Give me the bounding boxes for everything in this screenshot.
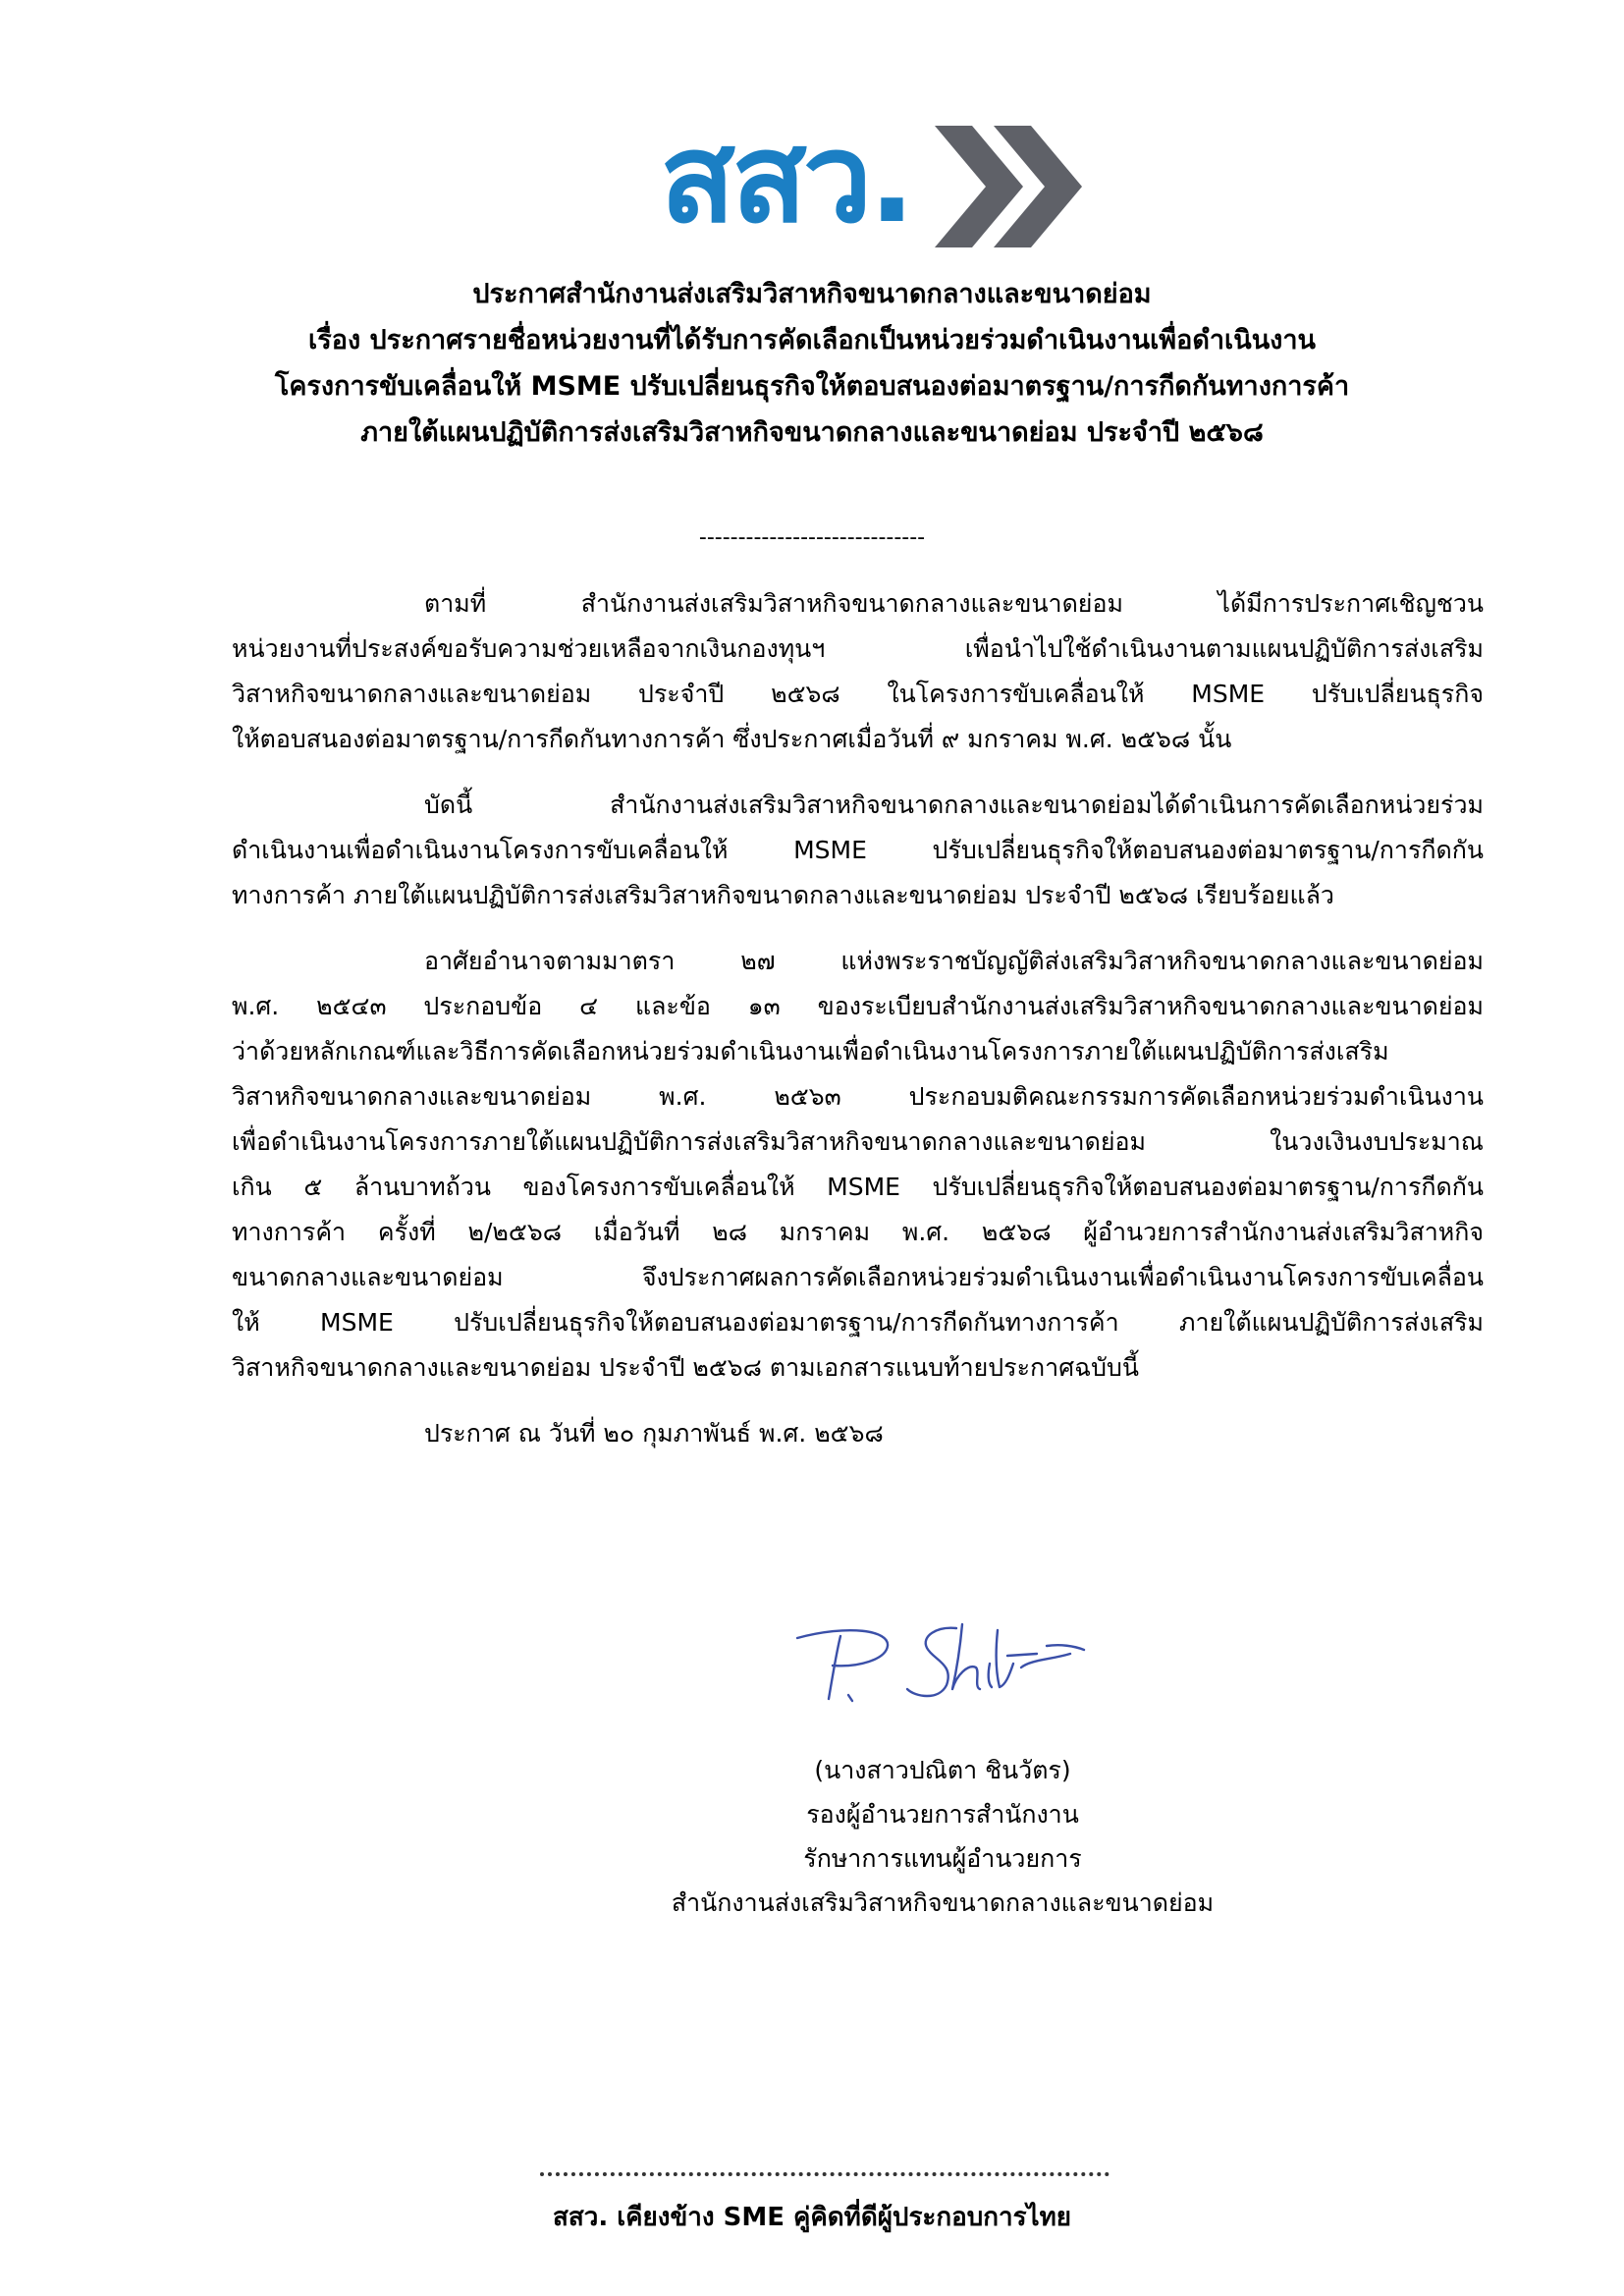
announcement-date: ประกาศ ณ วันที่ ๒๐ กุมภาพันธ์ พ.ศ. ๒๕๖๘	[424, 1419, 884, 1448]
paragraph-3	[232, 939, 1484, 1391]
logo-wordmark: สสว.	[660, 106, 912, 250]
paragraph-line: พ.ศ. ๒๕๔๓ ประกอบข้อ ๔ และข้อ ๑๓ ของระเบียบสำนักงานส่งเสริมวิสาหกิจขนาดกลางและขนาดย่อม	[232, 992, 1484, 1020]
organization-logo	[660, 106, 1092, 253]
title-line-4: ภายใต้แผนปฏิบัติการส่งเสริมวิสาหกิจขนาดกลางและขนาดย่อม ประจำปี ๒๕๖๘	[360, 417, 1264, 448]
paragraph-line: ทางการค้า ภายใต้แผนปฏิบัติการส่งเสริมวิสาหกิจขนาดกลางและขนาดย่อม ประจำปี ๒๕๖๘ เรียบร้อยแล้ว	[232, 881, 1334, 909]
paragraph-line: ตามที่ สำนักงานส่งเสริมวิสาหกิจขนาดกลางและขนาดย่อม ได้มีการประกาศเชิญชวน	[424, 589, 1484, 618]
handwritten-signature	[789, 1616, 1113, 1711]
title-line-2: เรื่อง ประกาศรายชื่อหน่วยงานที่ได้รับการคัดเลือกเป็นหน่วยร่วมดำเนินงานเพื่อดำเนินงาน	[308, 325, 1316, 355]
paragraph-line: หน่วยงานที่ประสงค์ขอรับความช่วยเหลือจากเงินกองทุนฯ เพื่อนำไปใช้ดำเนินงานตามแผนปฏิบัติการส่งเสริม	[232, 634, 1484, 663]
title-line-3: โครงการขับเคลื่อนให้ MSME ปรับเปลี่ยนธุรกิจให้ตอบสนองต่อมาตรฐาน/การกีดกันทางการค้า	[274, 371, 1350, 402]
double-chevron-right-icon	[933, 124, 1088, 249]
paragraph-line: เกิน ๕ ล้านบาทถ้วน ของโครงการขับเคลื่อนให้ MSME ปรับเปลี่ยนธุรกิจให้ตอบสนองต่อมาตรฐาน/การกีดกัน	[232, 1173, 1484, 1201]
paragraph-line: ทางการค้า ครั้งที่ ๒/๒๕๖๘ เมื่อวันที่ ๒๘ มกราคม พ.ศ. ๒๕๖๘ ผู้อำนวยการสำนักงานส่งเสริมวิสาหกิจ	[232, 1218, 1484, 1246]
paragraph-line: ขนาดกลางและขนาดย่อม จึงประกาศผลการคัดเลือกหน่วยร่วมดำเนินงานเพื่อดำเนินงานโครงการขับเคลื่อน	[232, 1263, 1484, 1291]
paragraph-2	[232, 783, 1484, 918]
signer-position-2: รักษาการแทนผู้อำนวยการ	[803, 1844, 1082, 1873]
signer-block	[550, 1748, 1335, 1925]
paragraph-line: วิสาหกิจขนาดกลางและขนาดย่อม พ.ศ. ๒๕๖๓ ประกอบมติคณะกรรมการคัดเลือกหน่วยร่วมดำเนินงาน	[232, 1082, 1484, 1111]
footer-slogan: สสว. เคียงข้าง SME คู่คิดที่ดีผู้ประกอบการไทย	[553, 2203, 1071, 2232]
paragraph-line: เพื่อดำเนินงานโครงการภายใต้แผนปฏิบัติการส่งเสริมวิสาหกิจขนาดกลางและขนาดย่อม ในวงเงินงบประมาณ	[232, 1127, 1484, 1156]
document-body	[232, 581, 1484, 1456]
paragraph-line: วิสาหกิจขนาดกลางและขนาดย่อม ประจำปี ๒๕๖๘ ในโครงการขับเคลื่อนให้ MSME ปรับเปลี่ยนธุรกิจ	[232, 680, 1484, 708]
paragraph-line: ว่าด้วยหลักเกณฑ์และวิธีการคัดเลือกหน่วยร่วมดำเนินงานเพื่อดำเนินงานโครงการภายใต้แผนปฏิบัติการส่งเสริม	[232, 1037, 1389, 1066]
document-title	[0, 271, 1624, 456]
signer-organization: สำนักงานส่งเสริมวิสาหกิจขนาดกลางและขนาดย่อม	[671, 1888, 1215, 1917]
title-separator: -----------------------------	[698, 525, 926, 550]
footer-divider	[540, 2166, 1110, 2176]
paragraph-1	[232, 581, 1484, 762]
paragraph-line: ให้ตอบสนองต่อมาตรฐาน/การกีดกันทางการค้า ซึ่งประกาศเมื่อวันที่ ๙ มกราคม พ.ศ. ๒๕๖๘ นั้น	[232, 725, 1232, 753]
paragraph-line: บัดนี้ สำนักงานส่งเสริมวิสาหกิจขนาดกลางและขนาดย่อมได้ดำเนินการคัดเลือกหน่วยร่วม	[424, 791, 1484, 819]
signer-name: (นางสาวปณิตา ชินวัตร)	[814, 1756, 1071, 1784]
signer-position-1: รองผู้อำนวยการสำนักงาน	[806, 1800, 1079, 1829]
title-line-1: ประกาศสำนักงานส่งเสริมวิสาหกิจขนาดกลางและขนาดย่อม	[472, 279, 1152, 309]
paragraph-line: ดำเนินงานเพื่อดำเนินงานโครงการขับเคลื่อนให้ MSME ปรับเปลี่ยนธุรกิจให้ตอบสนองต่อมาตรฐาน/การกีดกัน	[232, 836, 1484, 864]
paragraph-line: ให้ MSME ปรับเปลี่ยนธุรกิจให้ตอบสนองต่อมาตรฐาน/การกีดกันทางการค้า ภายใต้แผนปฏิบัติการส่งเสริม	[232, 1308, 1484, 1337]
paragraph-line: อาศัยอำนาจตามมาตรา ๒๗ แห่งพระราชบัญญัติส่งเสริมวิสาหกิจขนาดกลางและขนาดย่อม	[424, 947, 1484, 975]
paragraph-line: วิสาหกิจขนาดกลางและขนาดย่อม ประจำปี ๒๕๖๘ ตามเอกสารแนบท้ายประกาศฉบับนี้	[232, 1353, 1139, 1382]
